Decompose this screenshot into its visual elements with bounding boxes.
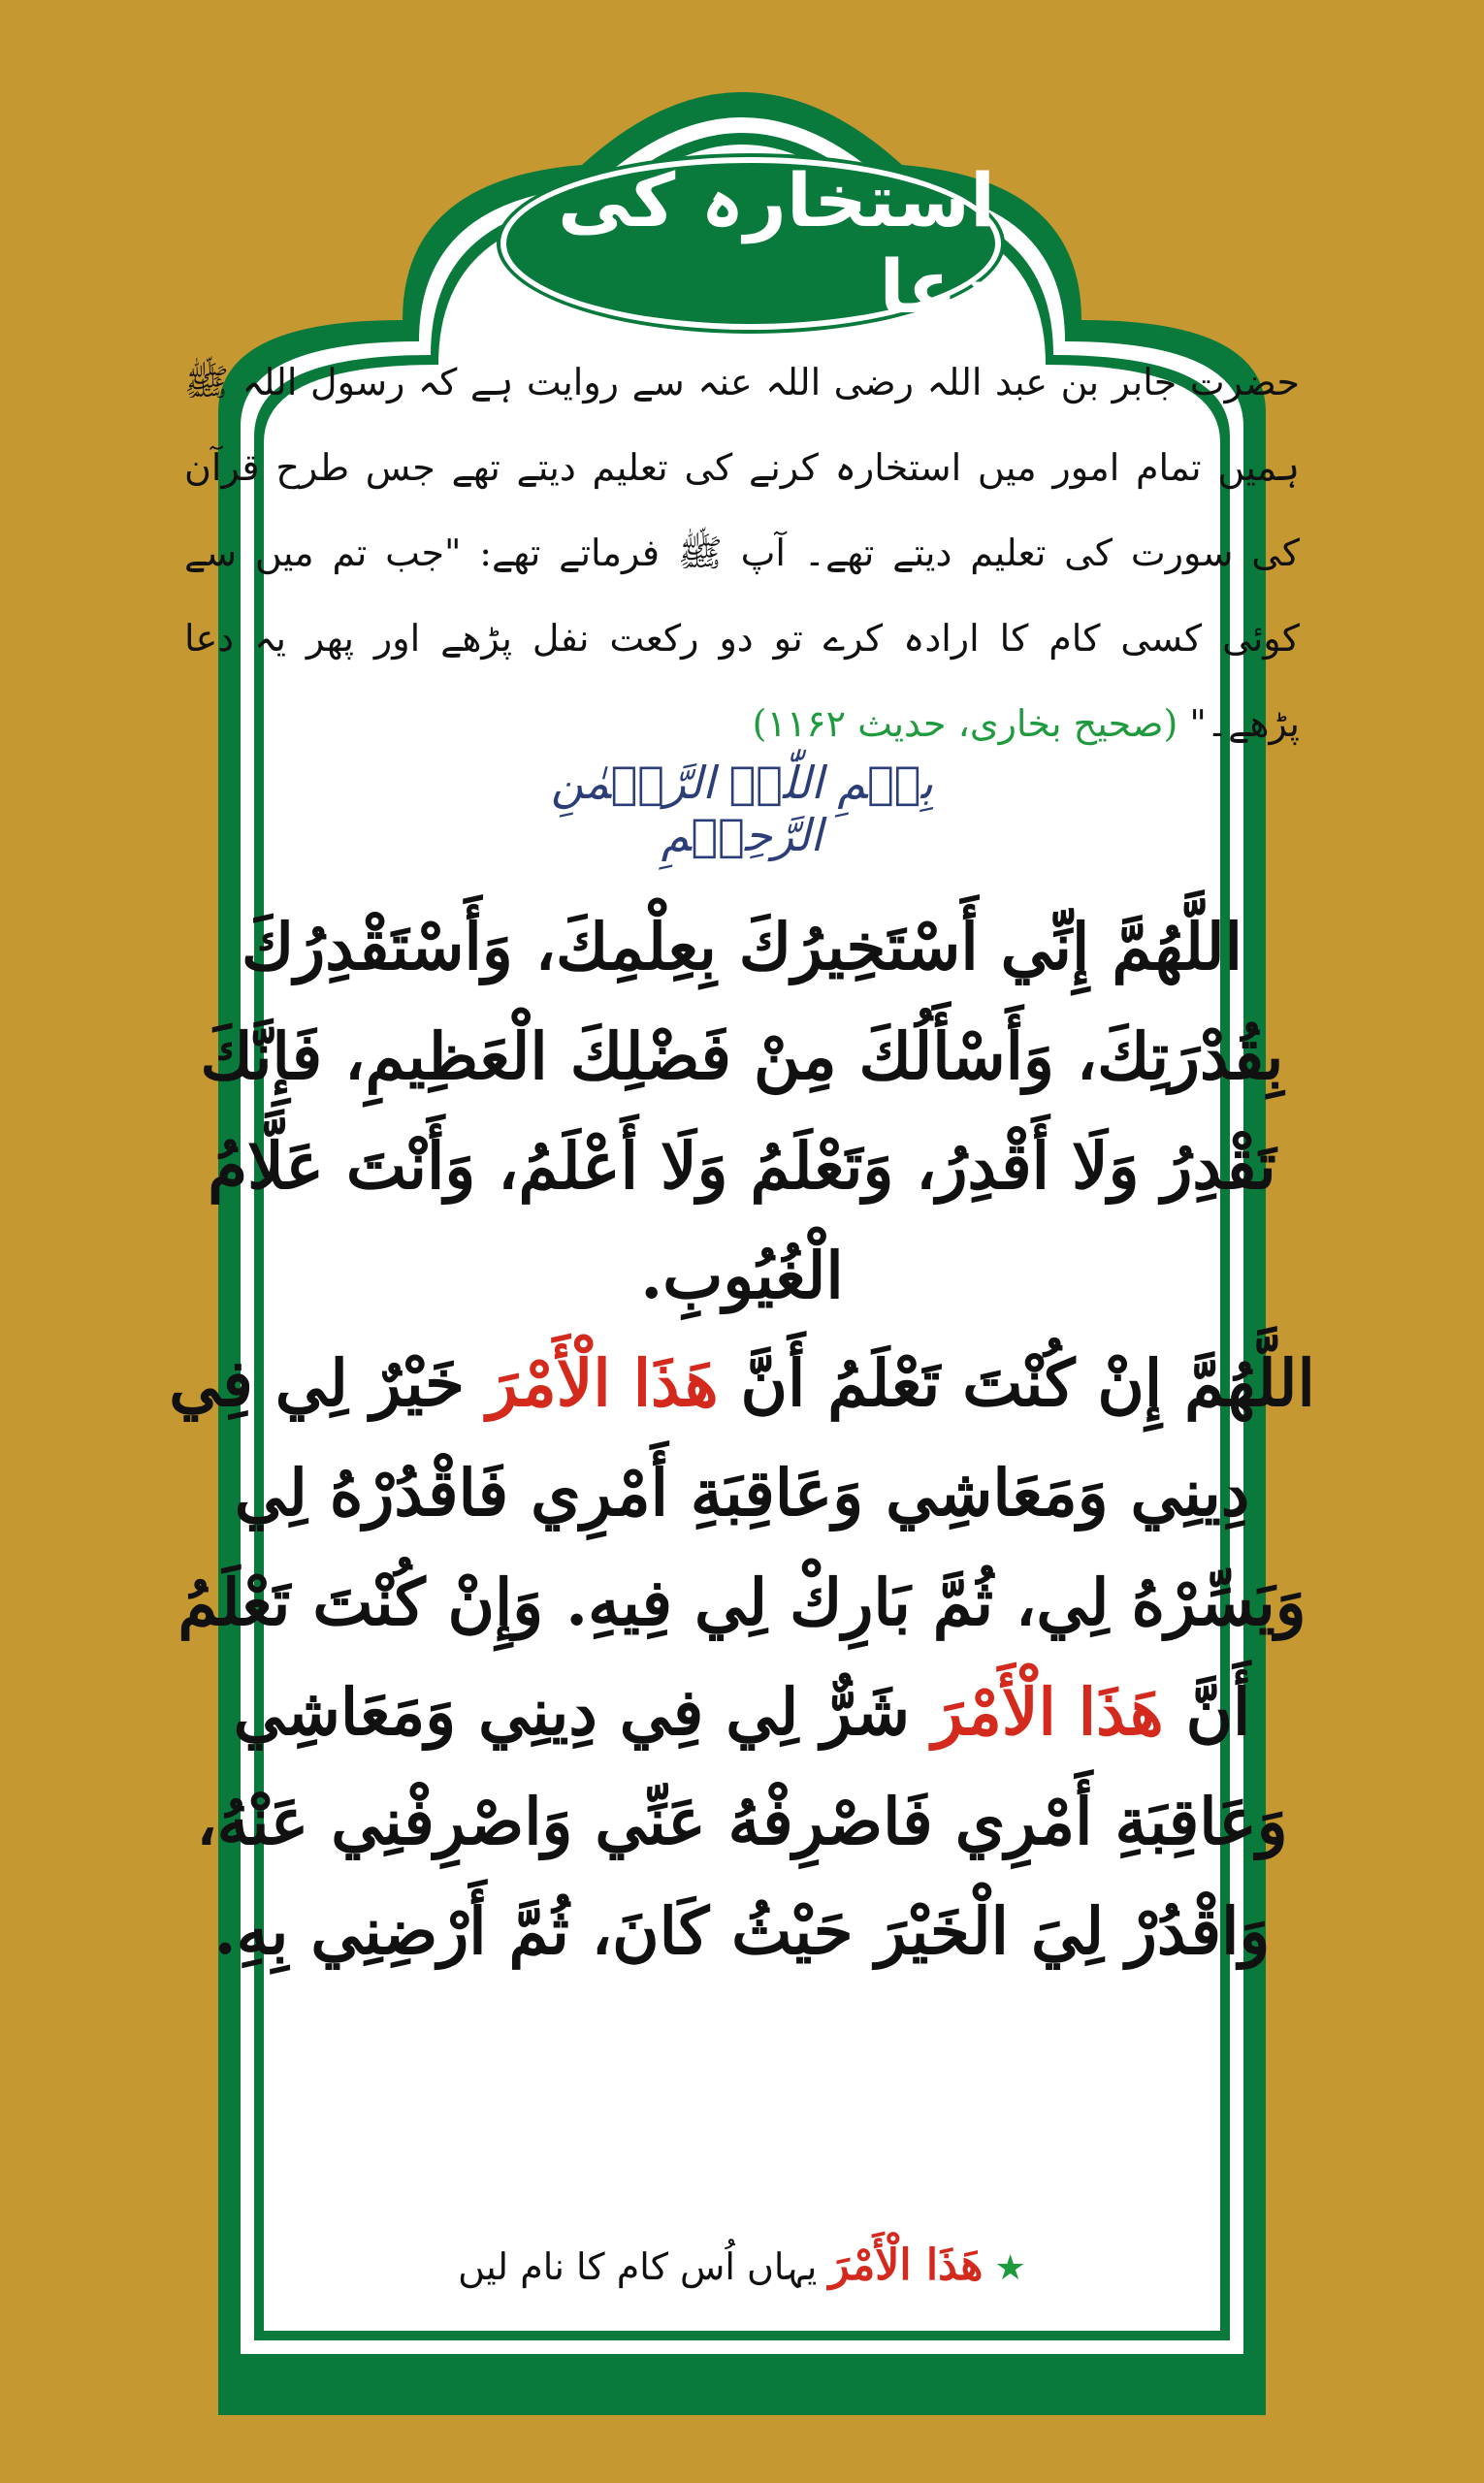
dua-text-b: خَيْرٌ لِي فِي دِينِي وَمَعَاشِي وَعَاقِبَةِ أَمْرِي فَاقْدُرْهُ لِي وَيَسِّرْهُ لِي، ثُمَّ بَارِكْ لِي فِيهِ. وَإِنْ كُنْتَ تَعْلَمُ أَنَّ xyxy=(169,1345,1307,1750)
intro-text: حضرت جابر بن عبد اللہ رضی اللہ عنہ سے روایت ہے کہ رسول اللہ ﷺ ہمیں تمام امور میں استخارہ کرنے کی تعلیم دیتے تھے جس طرح قرآن کی سورت کی تعلیم دیتے تھے۔ آپ ﷺ فرماتے تھے: "جب تم میں سے کوئی کسی کام کا ارادہ کرے تو دو رکعت نفل پڑھے اور پھر یہ دعا پڑھے۔" xyxy=(184,361,1301,745)
hadith-reference: (صحیح بخاری، حدیث ۱۱۶۲) xyxy=(752,702,1178,745)
star-icon: ★ xyxy=(994,2248,1026,2288)
dua-part-2 xyxy=(165,1329,1319,1986)
footnote xyxy=(291,2241,1193,2290)
highlight-phrase-2: هَذَا الْأَمْرَ xyxy=(932,1674,1164,1750)
dua-part-1: اللَّهُمَّ إِنِّي أَسْتَخِيرُكَ بِعِلْمِكَ، وَأَسْتَقْدِرُكَ بِقُدْرَتِكَ، وَأَسْأَلُكَ مِنْ فَضْلِكَ الْعَظِيمِ، فَإِنَّكَ تَقْدِرُ وَلَا أَقْدِرُ، وَتَعْلَمُ وَلَا أَعْلَمُ، وَأَنْتَ عَلَّامُ الْغُيُوبِ. xyxy=(200,909,1284,1313)
dua-text-a: اللَّهُمَّ إِنْ كُنْتَ تَعْلَمُ أَنَّ xyxy=(740,1345,1315,1421)
intro-paragraph xyxy=(184,339,1300,766)
highlight-phrase-1: هَذَا الْأَمْرَ xyxy=(486,1345,719,1421)
title-banner xyxy=(500,157,1001,330)
page-title: استخارہ کی دعا xyxy=(558,157,995,330)
dua-text-c: شَرٌّ لِي فِي دِينِي وَمَعَاشِي وَعَاقِبَةِ أَمْرِي فَاصْرِفْهُ عَنِّي وَاصْرِفْنِي عَنْهُ، وَاقْدُرْ لِيَ الْخَيْرَ حَيْثُ كَانَ، ثُمَّ أَرْضِنِي بِهِ. xyxy=(196,1674,1288,1969)
footnote-highlight: هَذَا الْأَمْرَ xyxy=(828,2241,984,2290)
bismillah-calligraphy: بِسۡمِ اللّٰہِ الرَّحۡمٰنِ الرَّحِیۡمِ xyxy=(550,757,934,861)
footnote-text: یہاں اُس کام کا نام لیں xyxy=(458,2245,818,2288)
